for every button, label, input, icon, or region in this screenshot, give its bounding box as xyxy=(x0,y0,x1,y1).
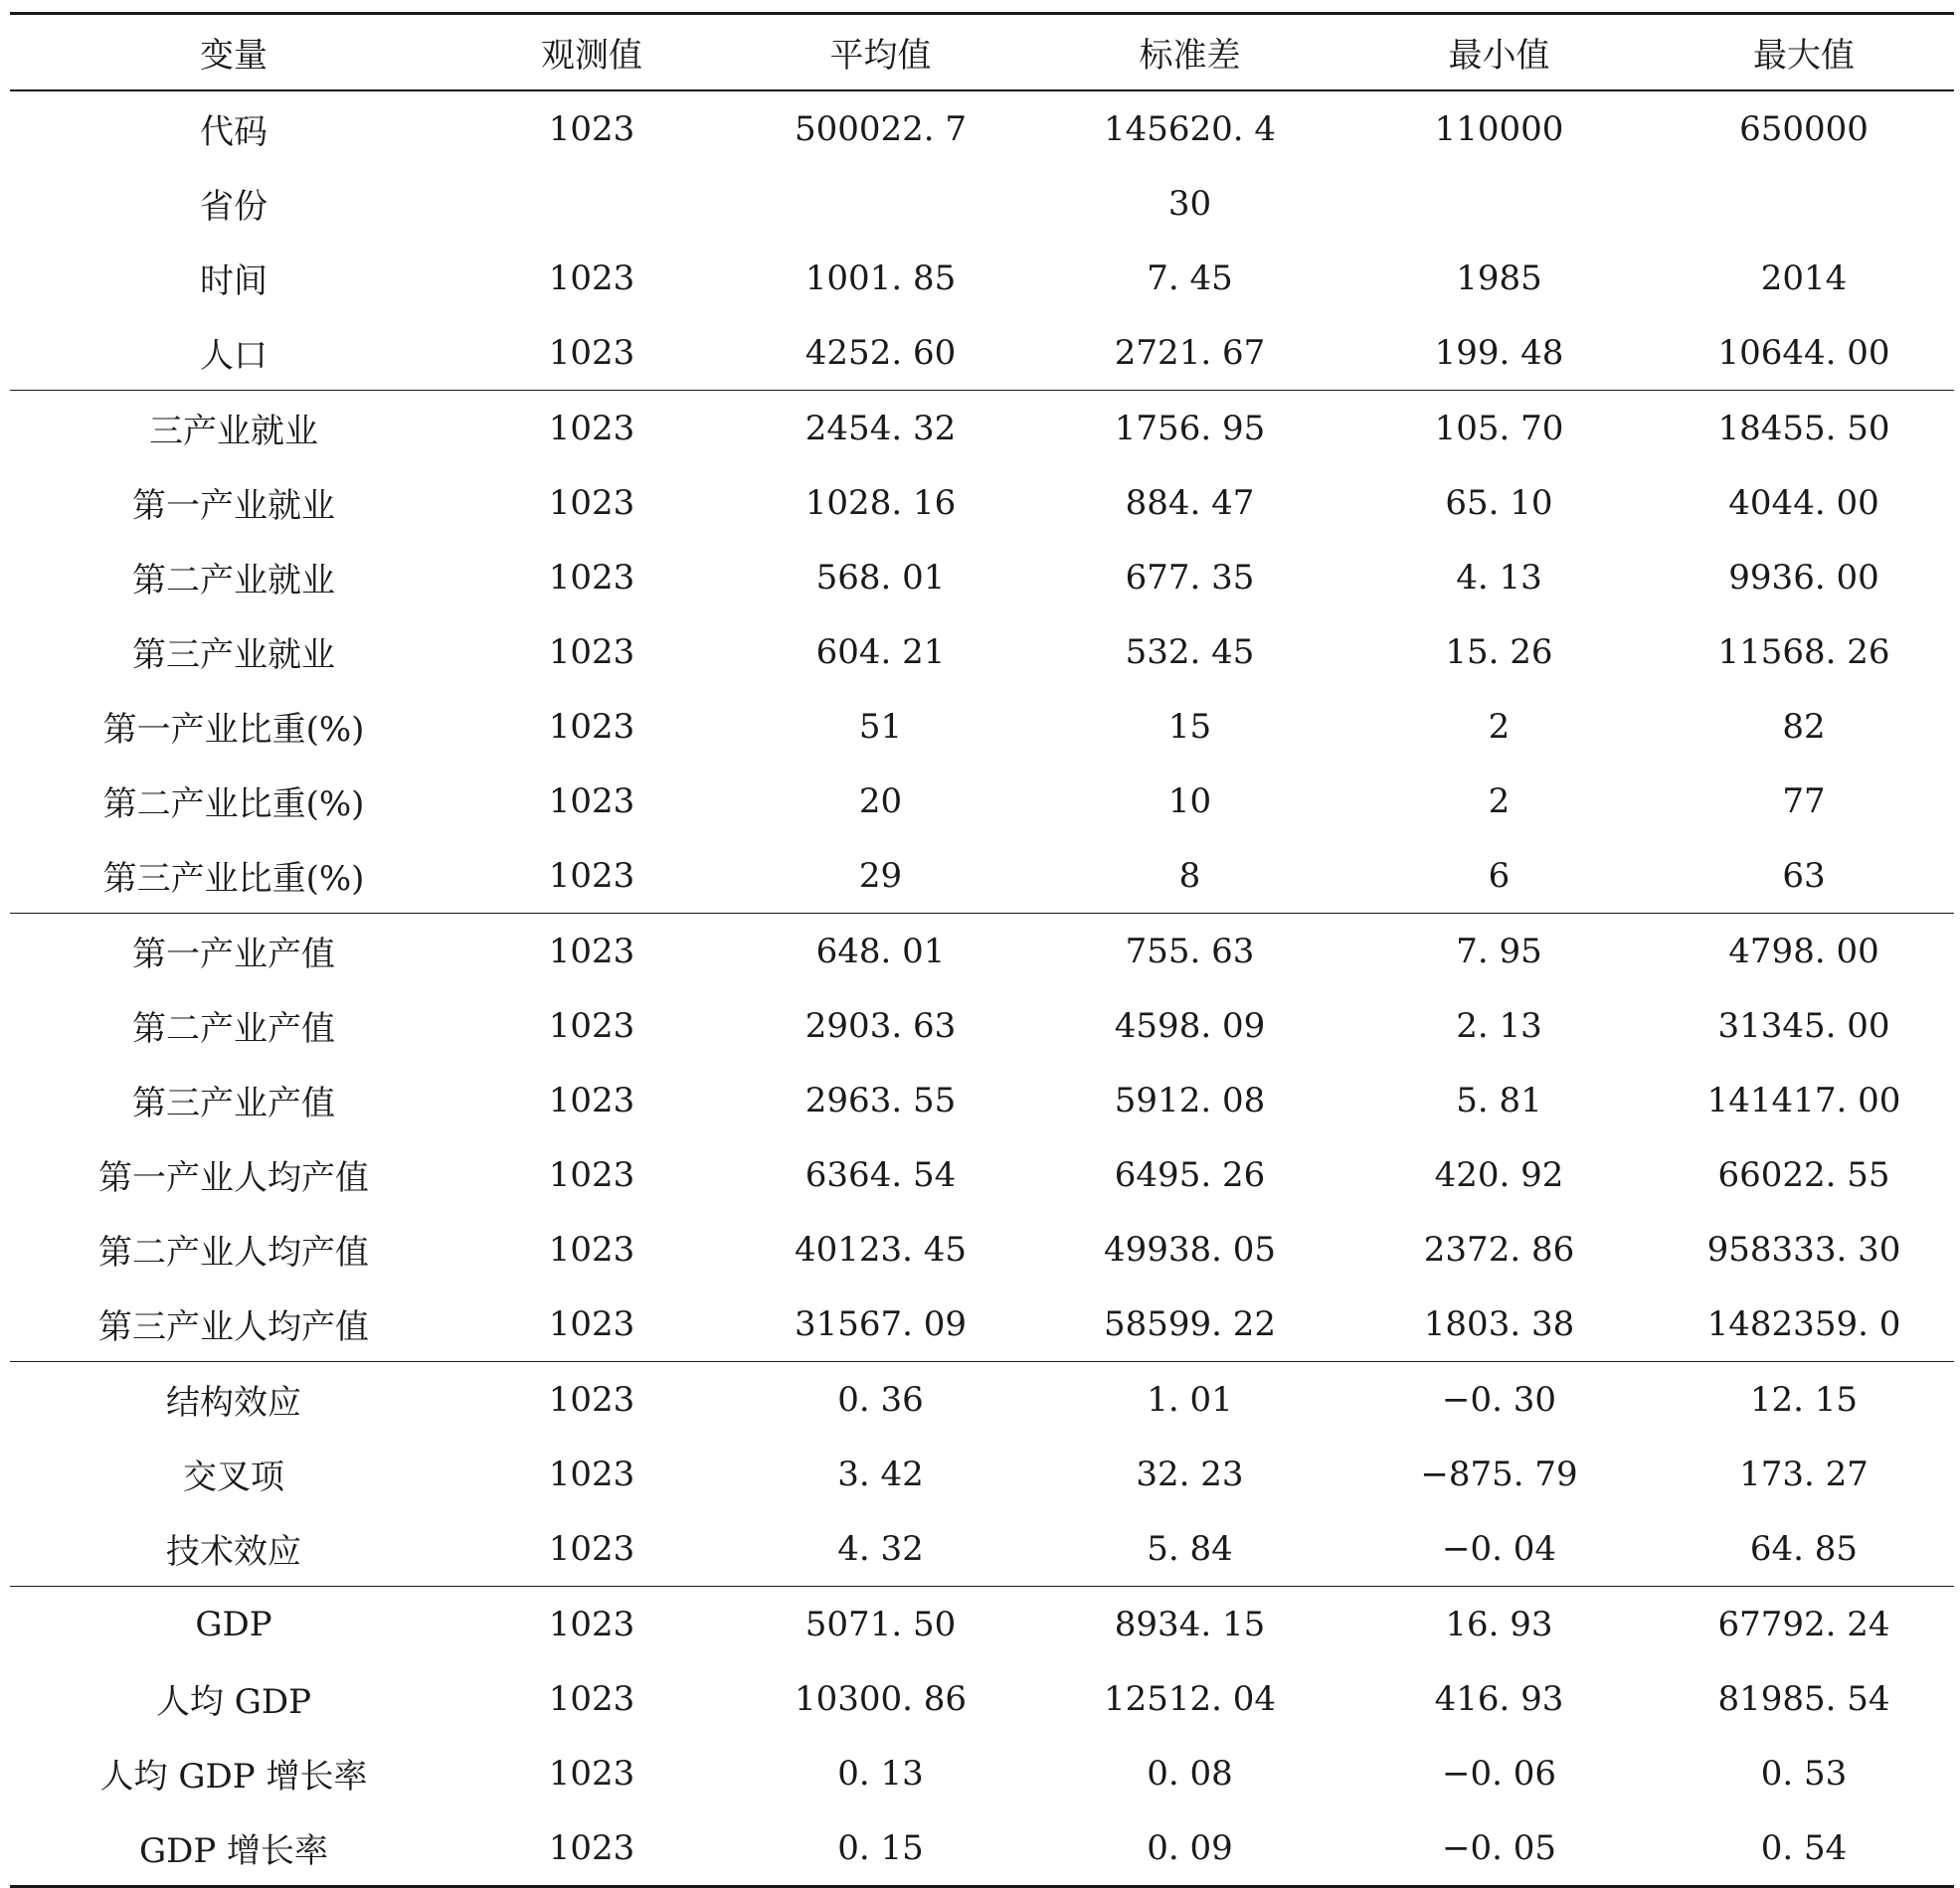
observations-cell: 1023 xyxy=(548,1379,635,1420)
table-row xyxy=(10,1212,1954,1287)
mean-cell: 648. 01 xyxy=(815,931,946,971)
mean-cell: 2903. 63 xyxy=(804,1005,957,1046)
observations-cell: 1023 xyxy=(548,706,635,747)
table-row xyxy=(10,166,1954,241)
min-cell: 6 xyxy=(1488,855,1511,896)
observations-cell: 1023 xyxy=(548,1303,635,1344)
min-cell: 2 xyxy=(1488,780,1511,821)
std-dev-cell: 32. 23 xyxy=(1136,1454,1244,1494)
summary-statistics-table xyxy=(10,12,1954,1888)
mean-cell: 2963. 55 xyxy=(804,1080,957,1120)
table-row xyxy=(10,614,1954,689)
max-cell xyxy=(1654,166,1954,241)
variable-cell: 第二产业产值 xyxy=(132,1009,335,1049)
table-row xyxy=(10,1287,1954,1362)
std-dev-cell: 8 xyxy=(1178,855,1201,896)
std-dev-cell: 8934. 15 xyxy=(1114,1604,1266,1644)
mean-cell: 1001. 85 xyxy=(804,257,957,298)
variable-cell: 第三产业产值 xyxy=(132,1084,335,1123)
mean-cell: 20 xyxy=(858,780,903,821)
table-row xyxy=(10,1437,1954,1511)
table-row xyxy=(10,540,1954,614)
mean-cell: 10300. 86 xyxy=(794,1678,968,1719)
mean-cell: 4252. 60 xyxy=(804,332,957,373)
mean-cell: 604. 21 xyxy=(815,631,946,672)
table-row xyxy=(10,1661,1954,1736)
table-row xyxy=(10,391,1954,466)
max-cell: 173. 27 xyxy=(1739,1454,1869,1494)
min-cell: −0. 30 xyxy=(1442,1379,1556,1420)
min-cell: −0. 04 xyxy=(1442,1528,1556,1569)
observations-cell: 1023 xyxy=(548,1604,635,1644)
std-dev-cell: 4598. 09 xyxy=(1114,1005,1266,1046)
table-row xyxy=(10,764,1954,838)
variable-cell: 技术效应 xyxy=(166,1532,301,1572)
table-row xyxy=(10,914,1954,989)
mean-cell: 0. 15 xyxy=(837,1827,924,1868)
min-cell: −0. 06 xyxy=(1442,1753,1556,1794)
std-dev-cell: 12512. 04 xyxy=(1103,1678,1277,1719)
max-cell: 18455. 50 xyxy=(1717,408,1890,448)
table-row xyxy=(10,1362,1954,1438)
std-dev-cell: 884. 47 xyxy=(1125,482,1255,523)
mean-cell: 6364. 54 xyxy=(804,1154,957,1195)
observations-cell: 1023 xyxy=(548,257,635,298)
table-row xyxy=(10,90,1954,166)
variable-cell: 结构效应 xyxy=(166,1383,301,1423)
observations-cell: 1023 xyxy=(548,1753,635,1794)
observations-cell: 1023 xyxy=(548,1454,635,1494)
variable-cell: 第一产业产值 xyxy=(132,935,335,974)
table-row xyxy=(10,988,1954,1063)
min-cell: 2 xyxy=(1488,706,1511,747)
mean-cell: 4. 32 xyxy=(837,1528,924,1569)
variable-cell: 三产业就业 xyxy=(149,412,318,451)
std-dev-cell: 15 xyxy=(1167,706,1212,747)
min-cell: 420. 92 xyxy=(1434,1154,1564,1195)
variable-cell: 交叉项 xyxy=(183,1458,284,1497)
std-dev-cell: 49938. 05 xyxy=(1103,1229,1277,1270)
observations-cell: 1023 xyxy=(548,780,635,821)
header-observations: 观测值 xyxy=(541,36,642,76)
std-dev-cell: 2721. 67 xyxy=(1114,332,1266,373)
min-cell: −0. 05 xyxy=(1442,1827,1556,1868)
observations-cell: 1023 xyxy=(548,1005,635,1046)
max-cell: 4798. 00 xyxy=(1728,931,1879,971)
mean-cell: 5071. 50 xyxy=(804,1604,957,1644)
observations-cell: 1023 xyxy=(548,931,635,971)
table-row xyxy=(10,241,1954,315)
min-cell: 199. 48 xyxy=(1434,332,1564,373)
header-min: 最小值 xyxy=(1448,36,1550,76)
table-row xyxy=(10,1137,1954,1212)
mean-cell: 29 xyxy=(858,855,903,896)
variable-cell: GDP 增长率 xyxy=(138,1831,329,1871)
table-row xyxy=(10,689,1954,764)
max-cell: 31345. 00 xyxy=(1717,1005,1890,1046)
variable-cell: 时间 xyxy=(200,261,267,301)
header-row xyxy=(10,14,1954,91)
std-dev-cell: 1756. 95 xyxy=(1114,408,1266,448)
mean-cell: 31567. 09 xyxy=(794,1303,968,1344)
min-cell: 16. 93 xyxy=(1445,1604,1553,1644)
min-cell: 5. 81 xyxy=(1456,1080,1542,1120)
variable-cell: 第二产业人均产值 xyxy=(98,1233,369,1273)
table-row xyxy=(10,838,1954,914)
variable-cell: 第三产业就业 xyxy=(132,635,335,675)
table-row xyxy=(10,1587,1954,1662)
max-cell: 11568. 26 xyxy=(1717,631,1890,672)
variable-cell: 第二产业比重(%) xyxy=(102,784,365,824)
std-dev-cell: 5. 84 xyxy=(1147,1528,1233,1569)
std-dev-cell: 10 xyxy=(1167,780,1212,821)
variable-cell: 人口 xyxy=(200,336,267,376)
std-dev-cell: 58599. 22 xyxy=(1103,1303,1277,1344)
max-cell: 9936. 00 xyxy=(1728,557,1879,598)
max-cell: 0. 53 xyxy=(1760,1753,1848,1794)
mean-cell: 3. 42 xyxy=(837,1454,924,1494)
mean-cell: 0. 36 xyxy=(837,1379,924,1420)
observations-cell: 1023 xyxy=(548,482,635,523)
observations-cell: 1023 xyxy=(548,408,635,448)
variable-cell: 人均 GDP xyxy=(155,1682,312,1722)
max-cell: 0. 54 xyxy=(1760,1827,1848,1868)
observations-cell: 1023 xyxy=(548,1229,635,1270)
max-cell: 66022. 55 xyxy=(1717,1154,1890,1195)
header-max: 最大值 xyxy=(1753,36,1855,76)
header-std-dev: 标准差 xyxy=(1139,36,1241,76)
min-cell: 7. 95 xyxy=(1456,931,1542,971)
std-dev-cell: 677. 35 xyxy=(1125,557,1255,598)
variable-cell: GDP xyxy=(195,1604,272,1644)
max-cell: 4044. 00 xyxy=(1728,482,1879,523)
std-dev-cell: 6495. 26 xyxy=(1114,1154,1266,1195)
observations-cell: 1023 xyxy=(548,1080,635,1120)
observations-cell: 1023 xyxy=(548,332,635,373)
max-cell: 12. 15 xyxy=(1749,1379,1859,1420)
variable-cell: 第三产业比重(%) xyxy=(102,859,365,899)
min-cell: 15. 26 xyxy=(1445,631,1553,672)
max-cell: 10644. 00 xyxy=(1717,332,1890,373)
mean-cell: 2454. 32 xyxy=(804,408,957,448)
std-dev-cell: 755. 63 xyxy=(1125,931,1255,971)
table-row xyxy=(10,315,1954,391)
min-cell: 4. 13 xyxy=(1456,557,1542,598)
observations-cell: 1023 xyxy=(548,108,635,149)
mean-cell: 500022. 7 xyxy=(794,108,968,149)
observations-cell: 1023 xyxy=(548,631,635,672)
observations-cell: 1023 xyxy=(548,1827,635,1868)
min-cell: 105. 70 xyxy=(1434,408,1564,448)
max-cell: 650000 xyxy=(1739,108,1869,149)
observations-cell: 1023 xyxy=(548,855,635,896)
mean-cell: 568. 01 xyxy=(815,557,946,598)
mean-cell: 0. 13 xyxy=(837,1753,924,1794)
max-cell: 81985. 54 xyxy=(1717,1678,1890,1719)
min-cell: 1985 xyxy=(1456,257,1542,298)
min-cell: 2. 13 xyxy=(1456,1005,1542,1046)
max-cell: 141417. 00 xyxy=(1706,1080,1901,1120)
mean-cell: 51 xyxy=(858,706,903,747)
std-dev-cell: 5912. 08 xyxy=(1114,1080,1266,1120)
table-row xyxy=(10,1511,1954,1587)
min-cell: 65. 10 xyxy=(1445,482,1553,523)
max-cell: 77 xyxy=(1782,780,1826,821)
header-mean: 平均值 xyxy=(829,36,932,76)
std-dev-cell: 30 xyxy=(1167,183,1212,224)
max-cell: 63 xyxy=(1782,855,1826,896)
max-cell: 1482359. 0 xyxy=(1706,1303,1901,1344)
std-dev-cell: 0. 09 xyxy=(1147,1827,1233,1868)
max-cell: 64. 85 xyxy=(1749,1528,1859,1569)
table-body xyxy=(10,90,1954,1887)
table-row xyxy=(10,1063,1954,1137)
observations-cell: 1023 xyxy=(548,1528,635,1569)
max-cell: 82 xyxy=(1782,706,1826,747)
min-cell: 110000 xyxy=(1434,108,1564,149)
max-cell: 958333. 30 xyxy=(1706,1229,1901,1270)
mean-cell: 40123. 45 xyxy=(794,1229,968,1270)
mean-cell xyxy=(726,166,1035,241)
min-cell: 1803. 38 xyxy=(1423,1303,1575,1344)
observations-cell xyxy=(457,166,726,241)
table-row xyxy=(10,1810,1954,1887)
variable-cell: 第一产业比重(%) xyxy=(102,710,365,750)
variable-cell: 第三产业人均产值 xyxy=(98,1307,369,1347)
max-cell: 67792. 24 xyxy=(1717,1604,1890,1644)
header-variable: 变量 xyxy=(200,36,267,76)
variable-cell: 第一产业就业 xyxy=(132,486,335,526)
table-header xyxy=(10,14,1954,91)
observations-cell: 1023 xyxy=(548,557,635,598)
std-dev-cell: 7. 45 xyxy=(1147,257,1233,298)
mean-cell: 1028. 16 xyxy=(804,482,957,523)
std-dev-cell: 145620. 4 xyxy=(1103,108,1277,149)
variable-cell: 第一产业人均产值 xyxy=(98,1158,369,1198)
min-cell: 416. 93 xyxy=(1434,1678,1564,1719)
min-cell: −875. 79 xyxy=(1420,1454,1578,1494)
std-dev-cell: 532. 45 xyxy=(1125,631,1255,672)
variable-cell: 省份 xyxy=(200,187,267,227)
std-dev-cell: 1. 01 xyxy=(1147,1379,1233,1420)
observations-cell: 1023 xyxy=(548,1154,635,1195)
table-row xyxy=(10,465,1954,540)
std-dev-cell: 0. 08 xyxy=(1147,1753,1233,1794)
variable-cell: 人均 GDP 增长率 xyxy=(99,1757,368,1797)
observations-cell: 1023 xyxy=(548,1678,635,1719)
min-cell xyxy=(1344,166,1654,241)
max-cell: 2014 xyxy=(1760,257,1848,298)
variable-cell: 第二产业就业 xyxy=(132,561,335,601)
table-row xyxy=(10,1736,1954,1810)
min-cell: 2372. 86 xyxy=(1423,1229,1575,1270)
variable-cell: 代码 xyxy=(200,112,267,152)
